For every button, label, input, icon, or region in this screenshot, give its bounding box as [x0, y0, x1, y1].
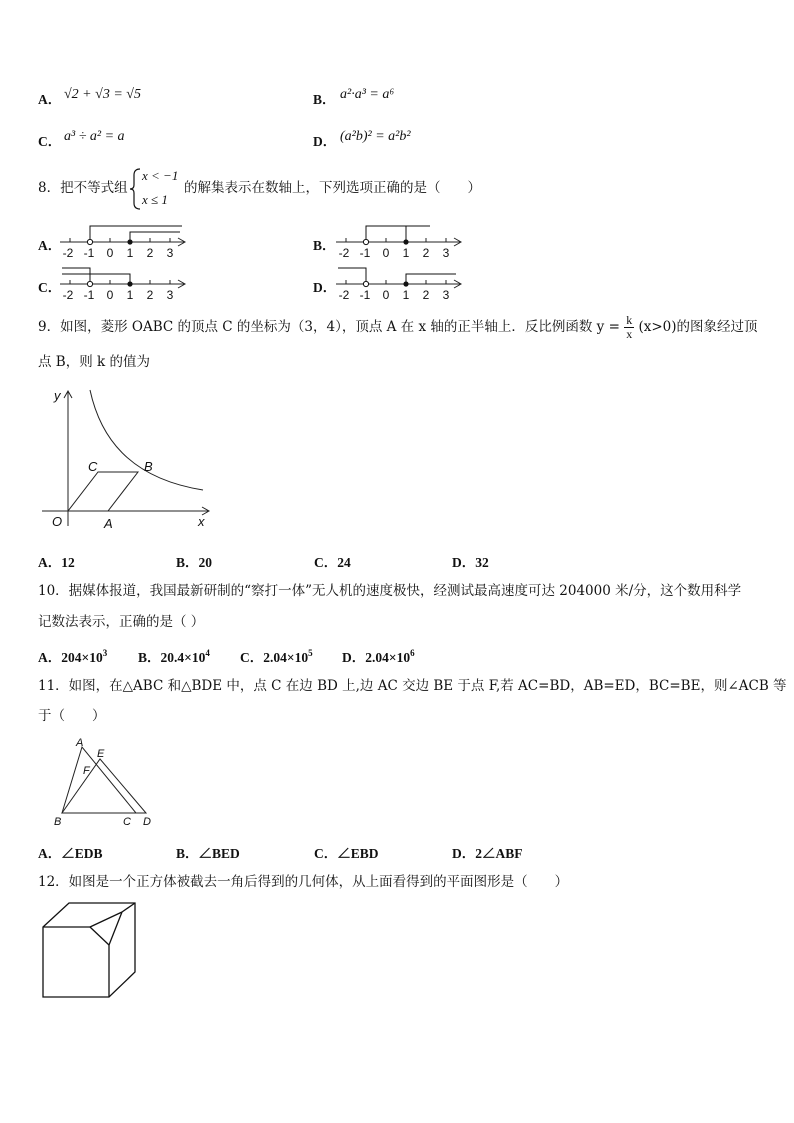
q11-b-label: B: [54, 816, 62, 828]
q8-brace-icon: [128, 167, 142, 211]
q9-text-line1: 9．如图，菱形 OABC 的顶点 C 的坐标为（3，4），顶点 A 在 x 轴的正半轴上．反比例函数 y = $\frac{k}{x}$ (x>0)的图象经过顶: [38, 313, 758, 341]
q8-number-line-c: [58, 264, 190, 302]
tick-label: 2: [146, 288, 154, 302]
q10-option-d: D．$2.04\times 10^6$: [342, 648, 415, 665]
q11-option-b: B．∠BED: [176, 846, 240, 861]
tick-label: 3: [166, 246, 174, 260]
q9-figure: [38, 386, 218, 536]
tick-label: -2: [62, 288, 74, 302]
tick-label: 1: [402, 288, 410, 302]
q8-inequality-2: x ≤ 1: [142, 192, 168, 207]
q10-text-line2: 记数法表示，正确的是（ ）: [38, 614, 205, 630]
q8-suffix: 的解集表示在数轴上，下列选项正确的是（ ）: [184, 180, 481, 196]
q11-e-label: E: [97, 748, 105, 760]
q9-text-line2: 点 B，则 k 的值为: [38, 354, 150, 370]
q12-text: 12．如图是一个正方体被截去一角后得到的几何体，从上面看得到的平面图形是（ ）: [38, 874, 569, 890]
q9-b-label: B: [144, 459, 153, 474]
tick-label: 2: [146, 246, 154, 260]
tick-label: -1: [83, 288, 95, 302]
tick-label: 2: [422, 288, 430, 302]
q7-option-a-expression: √2 + √3 = √5: [64, 87, 141, 102]
tick-label: 2: [422, 246, 430, 260]
q8-inequality-1: x < −1: [142, 168, 179, 183]
tick-label: -2: [338, 246, 350, 260]
tick-label: -2: [62, 246, 74, 260]
q7-option-c-expression: a³ ÷ a² = a: [64, 129, 125, 144]
q11-option-c: C．∠EBD: [314, 846, 379, 861]
q11-a-label: A: [76, 737, 84, 749]
q10-option-c: C．$2.04\times 10^5$: [240, 648, 313, 665]
q11-option-a: A．∠EDB: [38, 846, 103, 861]
tick-label: -1: [359, 288, 371, 302]
tick-label: 3: [442, 288, 450, 302]
q8-option-a-label: A．: [38, 238, 62, 253]
q8-number-line-b: [334, 222, 466, 260]
q7-option-b-expression: a²·a³ = a⁶: [340, 87, 395, 102]
q12-cube-figure: [38, 900, 142, 1000]
q8-number-line-a: [58, 222, 190, 260]
q9-o-label: O: [52, 514, 63, 529]
q9-c-label: C: [88, 459, 98, 474]
tick-label: 0: [382, 288, 390, 302]
q11-text-line1: 11．如图，在△ABC 和△BDE 中，点 C 在边 BD 上,边 AC 交边 BE 于点 F,若 AC=BD，AB=ED，BC=BE，则∠ACB 等: [38, 678, 787, 694]
q10-option-b: B．$20.4\times 10^4$: [138, 648, 210, 665]
q9-option-d: D．32: [452, 555, 489, 570]
q9-option-b: B．20: [176, 555, 213, 570]
q11-text-line2: 于（ ）: [38, 708, 106, 724]
q11-figure: [52, 734, 162, 830]
q7-option-d-label: D．: [313, 134, 337, 149]
q8-prefix: 8．把不等式组: [38, 180, 128, 196]
tick-label: -1: [359, 246, 371, 260]
tick-label: 1: [126, 288, 134, 302]
tick-label: 3: [166, 288, 174, 302]
q11-option-d: D．2∠ABF: [452, 846, 523, 861]
tick-label: -2: [338, 288, 350, 302]
q9-fraction: $\frac{k}{x}$: [626, 313, 633, 341]
q8-option-c-label: C．: [38, 280, 62, 295]
q11-f-label: F: [83, 765, 90, 777]
q9-a-label: A: [104, 516, 113, 531]
q11-d-label: D: [143, 816, 151, 828]
tick-label: 0: [382, 246, 390, 260]
q8-number-line-d: [334, 264, 466, 302]
tick-label: -1: [83, 246, 95, 260]
tick-label: 1: [402, 246, 410, 260]
q7-option-a-label: A．: [38, 92, 62, 107]
tick-label: 0: [106, 246, 114, 260]
q7-option-b-label: B．: [313, 92, 336, 107]
tick-label: 3: [442, 246, 450, 260]
tick-label: 1: [126, 246, 134, 260]
q8-option-b-label: B．: [313, 238, 336, 253]
q10-text-line1: 10．据媒体报道，我国最新研制的“察打一体”无人机的速度极快，经测试最高速度可达 204000 米/分，这个数用科学: [38, 583, 742, 599]
q9-option-a: A．12: [38, 555, 75, 570]
q8-option-d-label: D．: [313, 280, 337, 295]
q7-option-d-expression: (a²b)² = a²b²: [340, 129, 411, 144]
q10-option-a: A．$204\times 10^3$: [38, 648, 108, 665]
q9-option-c: C．24: [314, 555, 351, 570]
q9-x-label: x: [198, 514, 205, 529]
q7-option-c-label: C．: [38, 134, 62, 149]
q9-y-label: y: [54, 388, 61, 403]
tick-label: 0: [106, 288, 114, 302]
q11-c-label: C: [123, 816, 131, 828]
